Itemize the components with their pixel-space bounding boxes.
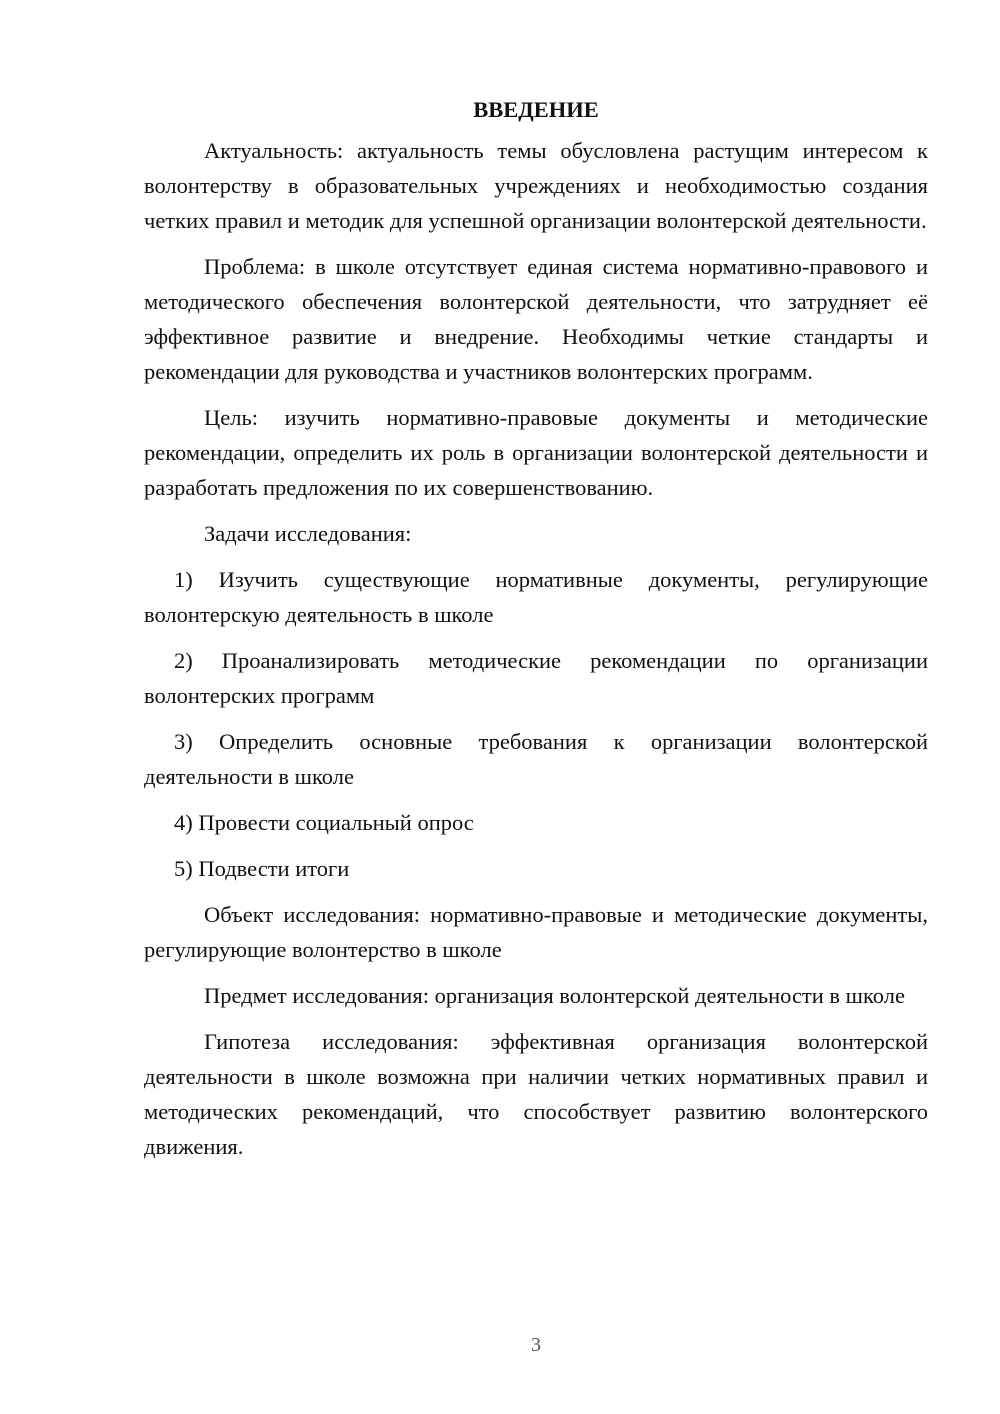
- problem-paragraph: Проблема: в школе отсутствует единая система нормативно-правового и методического обеспечения волонтерской деятельности, что затрудняет её эффективное развитие и внедрение. Необходимы четкие стандарты и рекомендации для руководства и участников волонтерских программ.: [144, 254, 928, 384]
- hypothesis-paragraph: Гипотеза исследования: эффективная организация волонтерской деятельности в школе возможна при наличии четких нормативных правил и методических рекомендаций, что способствует развитию волонтерского движения.: [144, 1029, 928, 1159]
- task-item-2: 2) Проанализировать методические рекомендации по организации волонтерских программ: [144, 648, 928, 708]
- task-item-5: 5) Подвести итоги: [174, 856, 350, 881]
- task-item-3: 3) Определить основные требования к организации волонтерской деятельности в школе: [144, 729, 928, 789]
- tasks-heading: Задачи исследования:: [204, 521, 412, 546]
- relevance-paragraph: Актуальность: актуальность темы обусловлена растущим интересом к волонтерству в образовательных учреждениях и необходимостью создания четких правил и методик для успешной организации волонтерской деятельности.: [144, 138, 928, 233]
- page-number: 3: [531, 1334, 541, 1356]
- task-item-1: 1) Изучить существующие нормативные документы, регулирующие волонтерскую деятельность в школе: [144, 567, 928, 627]
- subject-paragraph: Предмет исследования: организация волонтерской деятельности в школе: [204, 983, 905, 1008]
- object-paragraph: Объект исследования: нормативно-правовые и методические документы, регулирующие волонтерство в школе: [144, 902, 928, 962]
- goal-paragraph: Цель: изучить нормативно-правовые документы и методические рекомендации, определить их роль в организации волонтерской деятельности и разработать предложения по их совершенствованию.: [144, 405, 928, 500]
- task-item-4: 4) Провести социальный опрос: [174, 810, 474, 835]
- section-title: ВВЕДЕНИЕ: [473, 97, 599, 122]
- page-content: [144, 92, 928, 1175]
